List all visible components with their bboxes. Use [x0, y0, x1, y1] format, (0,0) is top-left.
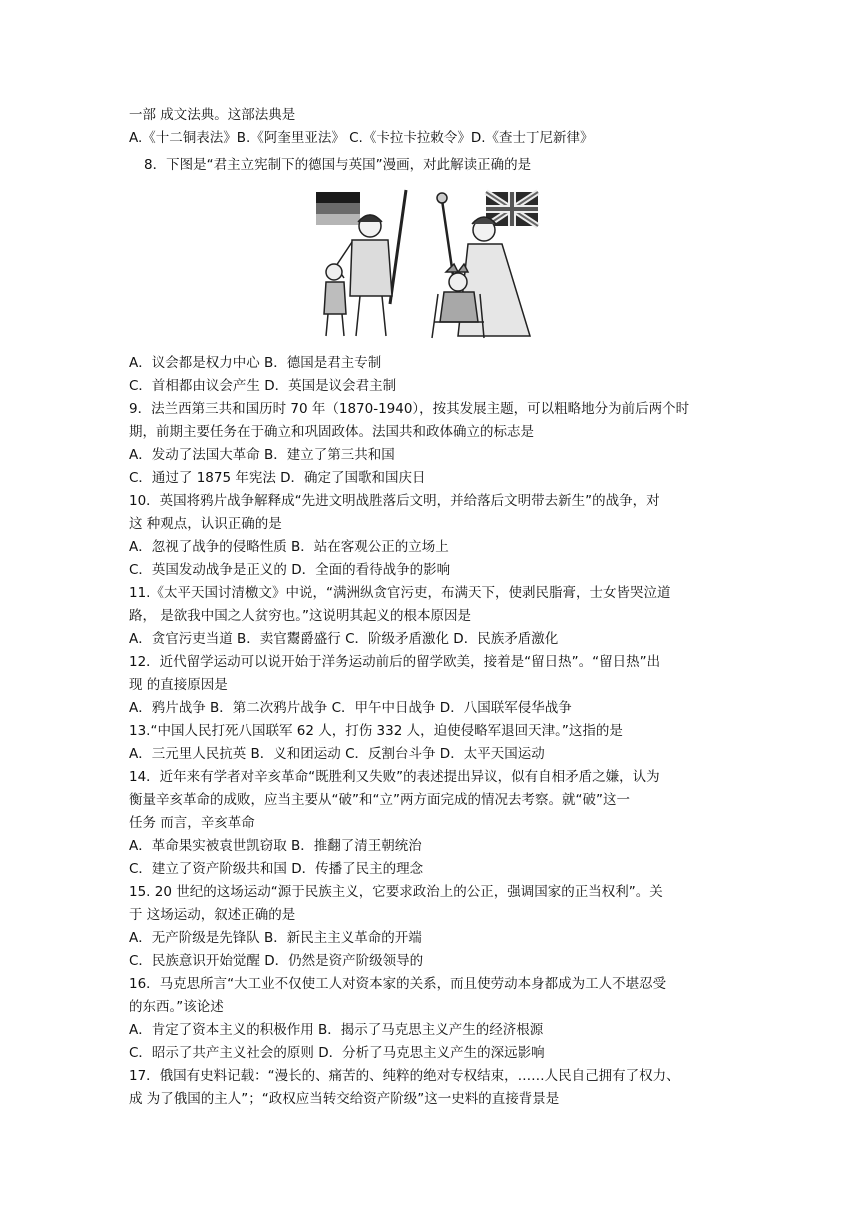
text-line-q14-stem-1: 14．近年来有学者对辛亥革命“既胜利又失败”的表述提出异议，似有自相矛盾之嫌，认为: [129, 769, 660, 785]
text-line-q8-options-cd: C．首相都由议会产生 D．英国是议会君主制: [129, 378, 397, 394]
text-line-q12-stem-1: 12．近代留学运动可以说开始于洋务运动前后的留学欧美，接着是“留日热”。“留日热”出: [129, 654, 661, 670]
text-line-q11-options: A．贪官污吏当道 B．卖官鬻爵盛行 C．阶级矛盾激化 D．民族矛盾激化: [129, 631, 559, 647]
text-line-q11-stem-2: 路， 是欲我中国之人贫穷也。”这说明其起义的根本原因是: [129, 608, 472, 624]
text-line-q15-options-ab: A．无产阶级是先锋队 B．新民主主义革命的开端: [129, 930, 422, 946]
text-line-q10-stem-2: 这 种观点，认识正确的是: [129, 516, 282, 532]
text-line-q10-stem-1: 10．英国将鸦片战争解释成“先进文明战胜落后文明，并给落后文明带去新生”的战争，对: [129, 493, 660, 509]
text-line-q13-options: A．三元里人民抗英 B．义和团运动 C．反割台斗争 D．太平天国运动: [129, 746, 545, 762]
text-line-q8-stem: 8．下图是“君主立宪制下的德国与英国”漫画，对此解读正确的是: [144, 157, 532, 173]
text-line-q14-options-ab: A．革命果实被袁世凯窃取 B．推翻了清王朝统治: [129, 838, 422, 854]
text-line-q17-stem-2: 成 为了俄国的主人”；“政权应当转交给资产阶级”这一史料的直接背景是: [129, 1091, 560, 1107]
text-line-q9-stem-2: 期，前期主要任务在于确立和巩固政体。法国共和政体确立的标志是: [129, 424, 534, 440]
german-flag-icon: [316, 192, 360, 225]
text-line-q12-options: A．鸦片战争 B．第二次鸦片战争 C．甲午中日战争 D．八国联军侵华战争: [129, 700, 572, 716]
text-line-q10-options-cd: C．英国发动战争是正义的 D．全面的看待战争的影响: [129, 562, 451, 578]
text-line-q14-options-cd: C．建立了资产阶级共和国 D．传播了民主的理念: [129, 861, 424, 877]
text-line-q15-options-cd: C．民族意识开始觉醒 D．仍然是资产阶级领导的: [129, 953, 424, 969]
text-line-q9-options-cd: C．通过了 1875 年宪法 D．确定了国歌和国庆日: [129, 470, 426, 486]
text-line-q10-options-ab: A．忽视了战争的侵略性质 B．站在客观公正的立场上: [129, 539, 449, 555]
text-line-q7-stem: 一部 成文法典。这部法典是: [129, 107, 296, 123]
text-line-q15-stem-2: 于 这场运动，叙述正确的是: [129, 907, 296, 923]
text-line-q16-options-cd: C．昭示了共产主义社会的原则 D．分析了马克思主义产生的深远影响: [129, 1045, 545, 1061]
text-line-q12-stem-2: 现 的直接原因是: [129, 677, 228, 693]
text-line-q16-options-ab: A．肯定了资本主义的积极作用 B．揭示了马克思主义产生的经济根源: [129, 1022, 544, 1038]
text-line-q16-stem-1: 16．马克思所言“大工业不仅使工人对资本家的关系，而且使劳动本身都成为工人不堪忍受: [129, 976, 667, 992]
cartoon-illustration: [308, 186, 544, 344]
text-line-q16-stem-2: 的东西。”该论述: [129, 999, 224, 1015]
text-line-q7-options: A.《十二铜表法》B.《阿奎里亚法》 C.《卡拉卡拉敕令》D.《查士丁尼新律》: [129, 130, 594, 146]
text-line-q15-stem-1: 15. 20 世纪的这场运动“源于民族主义，它要求政治上的公正，强调国家的正当权利”。关: [129, 884, 663, 900]
text-line-q8-options-ab: A．议会都是权力中心 B．德国是君主专制: [129, 355, 382, 371]
text-line-q14-stem-3: 任务 而言，辛亥革命: [129, 815, 255, 831]
text-line-q9-stem-1: 9．法兰西第三共和国历时 70 年（1870-1940），按其发展主题，可以粗略地分为前后两个时: [129, 401, 690, 417]
text-line-q11-stem-1: 11.《太平天国讨清檄文》中说，“满洲纵贪官污吏，布满天下，使剥民脂膏，士女皆哭泣道: [129, 585, 671, 601]
text-line-q14-stem-2: 衡量辛亥革命的成败，应当主要从“破”和“立”两方面完成的情况去考察。就“破”这一: [129, 792, 630, 808]
text-line-q13-stem: 13.“中国人民打死八国联军 62 人，打伤 332 人，迫使侵略军退回天津。”这指的是: [129, 723, 623, 739]
text-line-q17-stem-1: 17．俄国有史料记载：“漫长的、痛苦的、纯粹的绝对专权结束，……人民自己拥有了权力、: [129, 1068, 680, 1084]
text-line-q9-options-ab: A．发动了法国大革命 B．建立了第三共和国: [129, 447, 395, 463]
